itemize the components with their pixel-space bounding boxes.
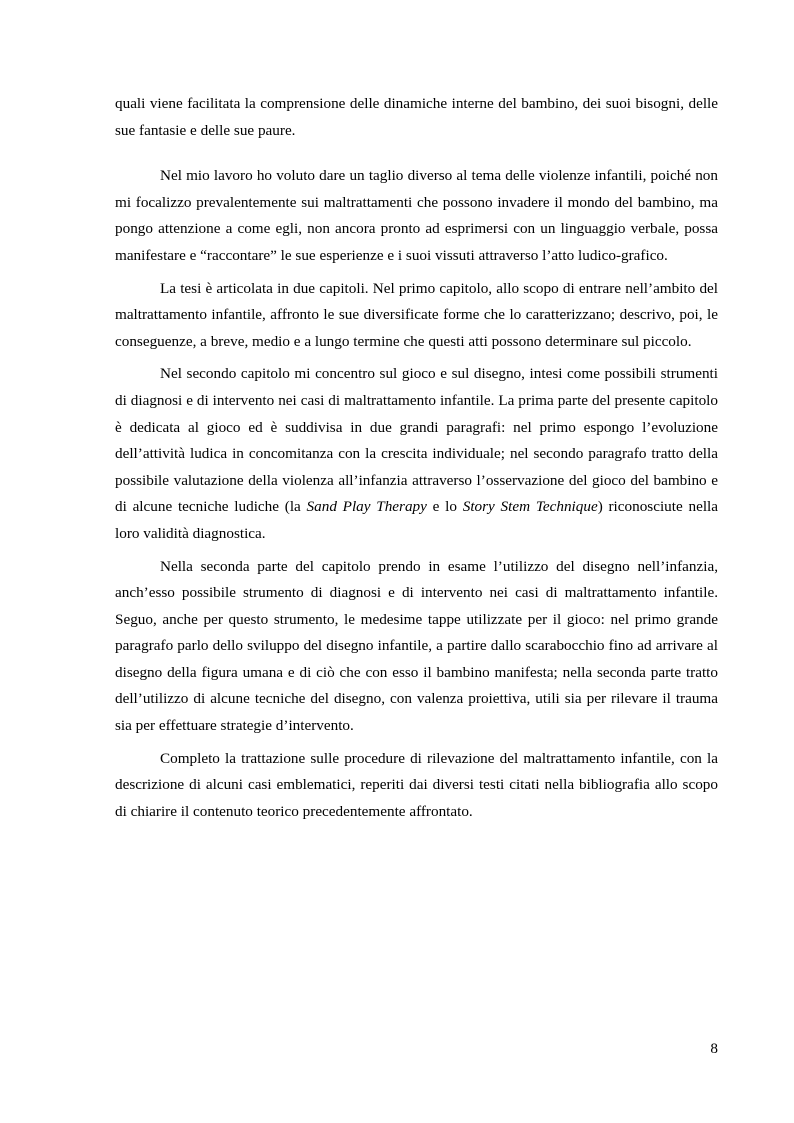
paragraph-4 xyxy=(115,361,718,547)
paragraph-6-text: Completo la trattazione sulle procedure di rilevazione del maltrattamento infantile, con la descrizione di alcuni casi emblematici, reperiti dai diversi testi citati nella bibliografia allo scopo di chiarire il contenuto teorico precedentemente affrontato. xyxy=(115,749,718,820)
paragraph-3 xyxy=(115,276,718,356)
body-text xyxy=(115,91,718,825)
story-stem-technique-term: Story Stem Technique xyxy=(462,498,598,516)
paragraph-4-text-b: e lo xyxy=(426,498,463,516)
paragraph-3-text: La tesi è articolata in due capitoli. Nel primo capitolo, allo scopo di entrare nell’ambito del maltrattamento infantile, affronto le sue diversificate forme che lo caratterizzano; descrivo, poi, le conseguenze, a breve, medio e a lungo termine che questi atti possono determinare sul piccolo. xyxy=(115,279,718,350)
sand-play-therapy-term: Sand Play Therapy xyxy=(306,498,427,516)
paragraph-5-text: Nella seconda parte del capitolo prendo in esame l’utilizzo del disegno nell’infanzia, anch’esso possibile strumento di diagnosi e di intervento nei casi di maltrattamento infantile. Seguo, anche per questo strumento, le medesime tappe utilizzate per il gioco: nel primo grande paragrafo parlo dello sviluppo del disegno infantile, a partire dallo scarabocchio fino ad arrivare al disegno della figura umana e di ciò che con esso il bambino manifesta; nella seconda parte tratto dell’utilizzo di alcune tecniche del disegno, con valenza proiettiva, utili sia per rilevare il trauma sia per effettuare strategie d’intervento. xyxy=(115,557,718,735)
page-number: 8 xyxy=(710,1040,718,1057)
paragraph-4-text-a: Nel secondo capitolo mi concentro sul gioco e sul disegno, intesi come possibili strumenti di diagnosi e di intervento nei casi di maltrattamento infantile. La prima parte del presente capitolo è dedicata al gioco ed è suddivisa in due grandi paragrafi: nel primo espongo l’evoluzione dell’attività ludica in concomitanza con la crescita individuale; nel secondo paragrafo tratto della possibile valutazione della violenza all’infanzia attraverso l’osservazione del gioco del bambino e di alcune tecniche ludiche (la xyxy=(115,365,718,516)
paragraph-2 xyxy=(115,163,718,269)
paragraph-1-text: quali viene facilitata la comprensione delle dinamiche interne del bambino, dei suoi bisogni, delle sue fantasie e delle sue paure. xyxy=(115,95,718,139)
paragraph-1 xyxy=(115,91,718,144)
paragraph-5 xyxy=(115,554,718,740)
paragraph-2-text: Nel mio lavoro ho voluto dare un taglio diverso al tema delle violenze infantili, poiché non mi focalizzo prevalentemente sui maltrattamenti che possono invadere il mondo del bambino, ma pongo attenzione a come egli, non ancora pronto ad esprimersi con un linguaggio verbale, possa manifestare e “raccontare” le sue esperienze e i suoi vissuti attraverso l’atto ludico-grafico. xyxy=(115,167,718,264)
paragraph-4-text-c: ) riconosciute nella loro validità diagnostica. xyxy=(115,498,718,542)
paragraph-6 xyxy=(115,746,718,826)
